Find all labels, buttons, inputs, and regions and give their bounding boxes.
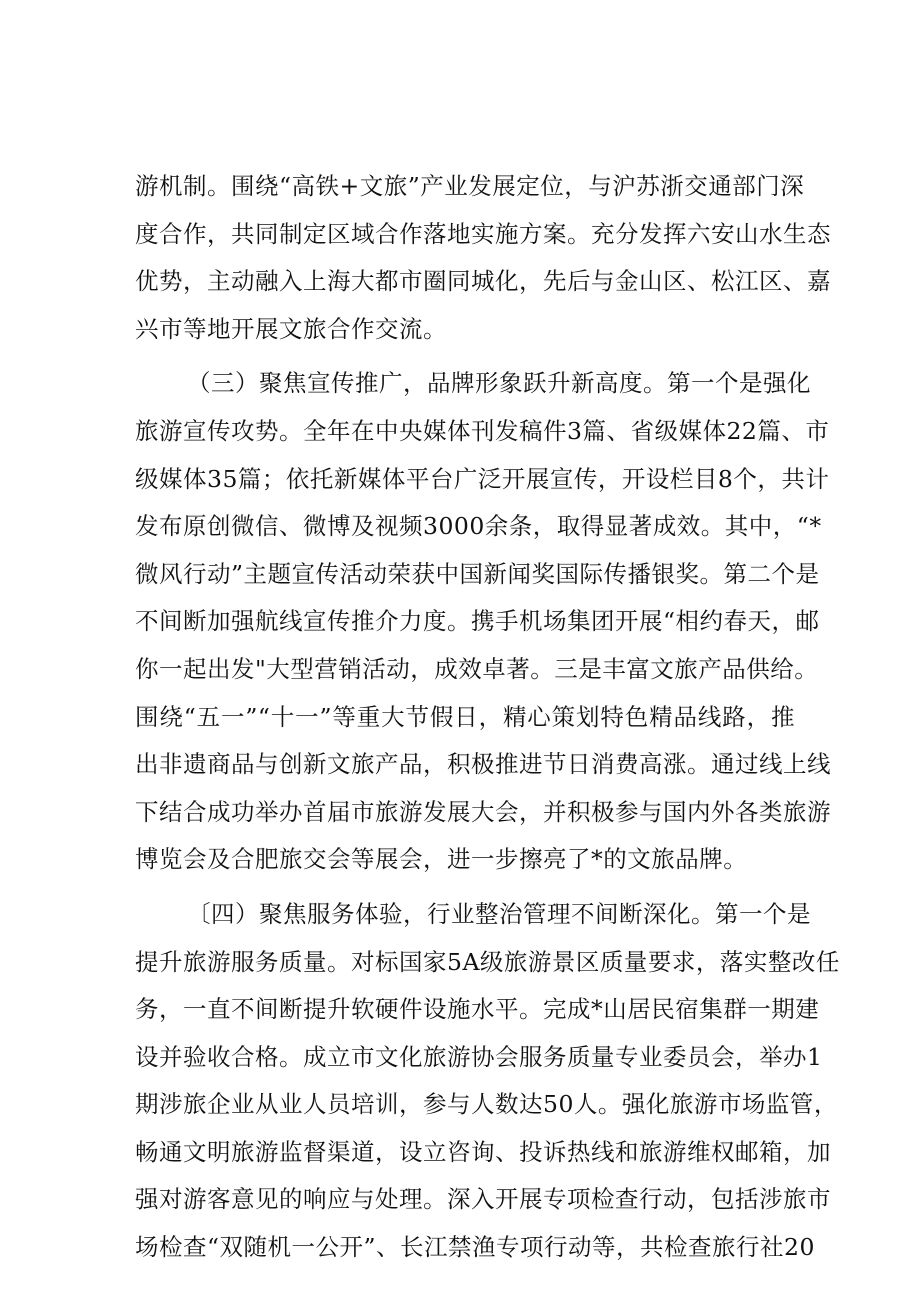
text-line: 游机制。围绕“高铁+文旅”产业发展定位，与沪苏浙交通部门深 [135,172,805,200]
paragraph-3 [135,891,840,1272]
paragraph-1 [135,163,831,353]
paragraph-2 [135,360,831,884]
text-line: 下结合成功举办首届市旅游发展大会，并积极参与国内外各类旅游 [135,797,831,826]
text-line: 围绕“五一”“十一”等重大节假日，精心策划特色精品线路，推 [135,702,795,731]
text-line: 畅通文明旅游监督渠道，设立咨询、投诉热线和旅游维权邮箱，加 [135,1137,831,1166]
text-line: 度合作，共同制定区域合作落地实施方案。充分发挥六安山水生态 [135,219,831,248]
text-line: 设并验收合格。成立市文化旅游协会服务质量专业委员会，举办1 [135,1042,823,1071]
text-line: 场检查“双随机一公开”、长江禁渔专项行动等，共检查旅行社20 [135,1233,815,1262]
text-line: 不间断加强航线宣传推介力度。携手机场集团开展“相约春天，邮 [135,607,820,636]
text-line: 你一起出发"大型营销活动，成效卓著。三是丰富文旅产品供给。 [135,654,819,683]
text-line: （三）聚焦宣传推广，品牌形象跃升新高度。第一个是强化 [187,369,811,398]
text-line: 旅游宣传攻势。全年在中央媒体刊发稿件3篇、省级媒体22篇、市 [135,416,830,445]
text-line: 〔四）聚焦服务体验，行业整治管理不间断深化。第一个是 [187,899,811,928]
text-line: 务，一直不间断提升软硬件设施水平。完成*山居民宿集群一期建 [135,995,820,1024]
text-line: 出非遗商品与创新文旅产品，积极推进节日消费高涨。通过线上线 [135,750,831,779]
text-line: 兴市等地开展文旅合作交流。 [135,314,447,343]
text-line: 优势，主动融入上海大都市圈同城化，先后与金山区、松江区、嘉 [135,267,831,296]
text-line: 强对游客意见的响应与处理。深入开展专项检查行动，包括涉旅市 [135,1185,831,1214]
text-line: 发布原创微信、微博及视频3000余条，取得显著成效。其中，“* [135,512,822,541]
text-line: 期涉旅企业从业人员培训，参与人数达50人。强化旅游市场监管， [135,1090,838,1119]
text-line: 提升旅游服务质量。对标国家5A级旅游景区质量要求，落实整改任 [135,947,840,976]
text-line: 博览会及合肥旅交会等展会，进一步擦亮了*的文旅品牌。 [135,845,748,874]
text-line: 级媒体35篇；依托新媒体平台广泛开展宣传，开设栏目8个，共计 [135,464,830,493]
text-line: 微风行动”主题宣传活动荣获中国新闻奖国际传播银奖。第二个是 [135,559,820,588]
document-body [135,163,840,1279]
